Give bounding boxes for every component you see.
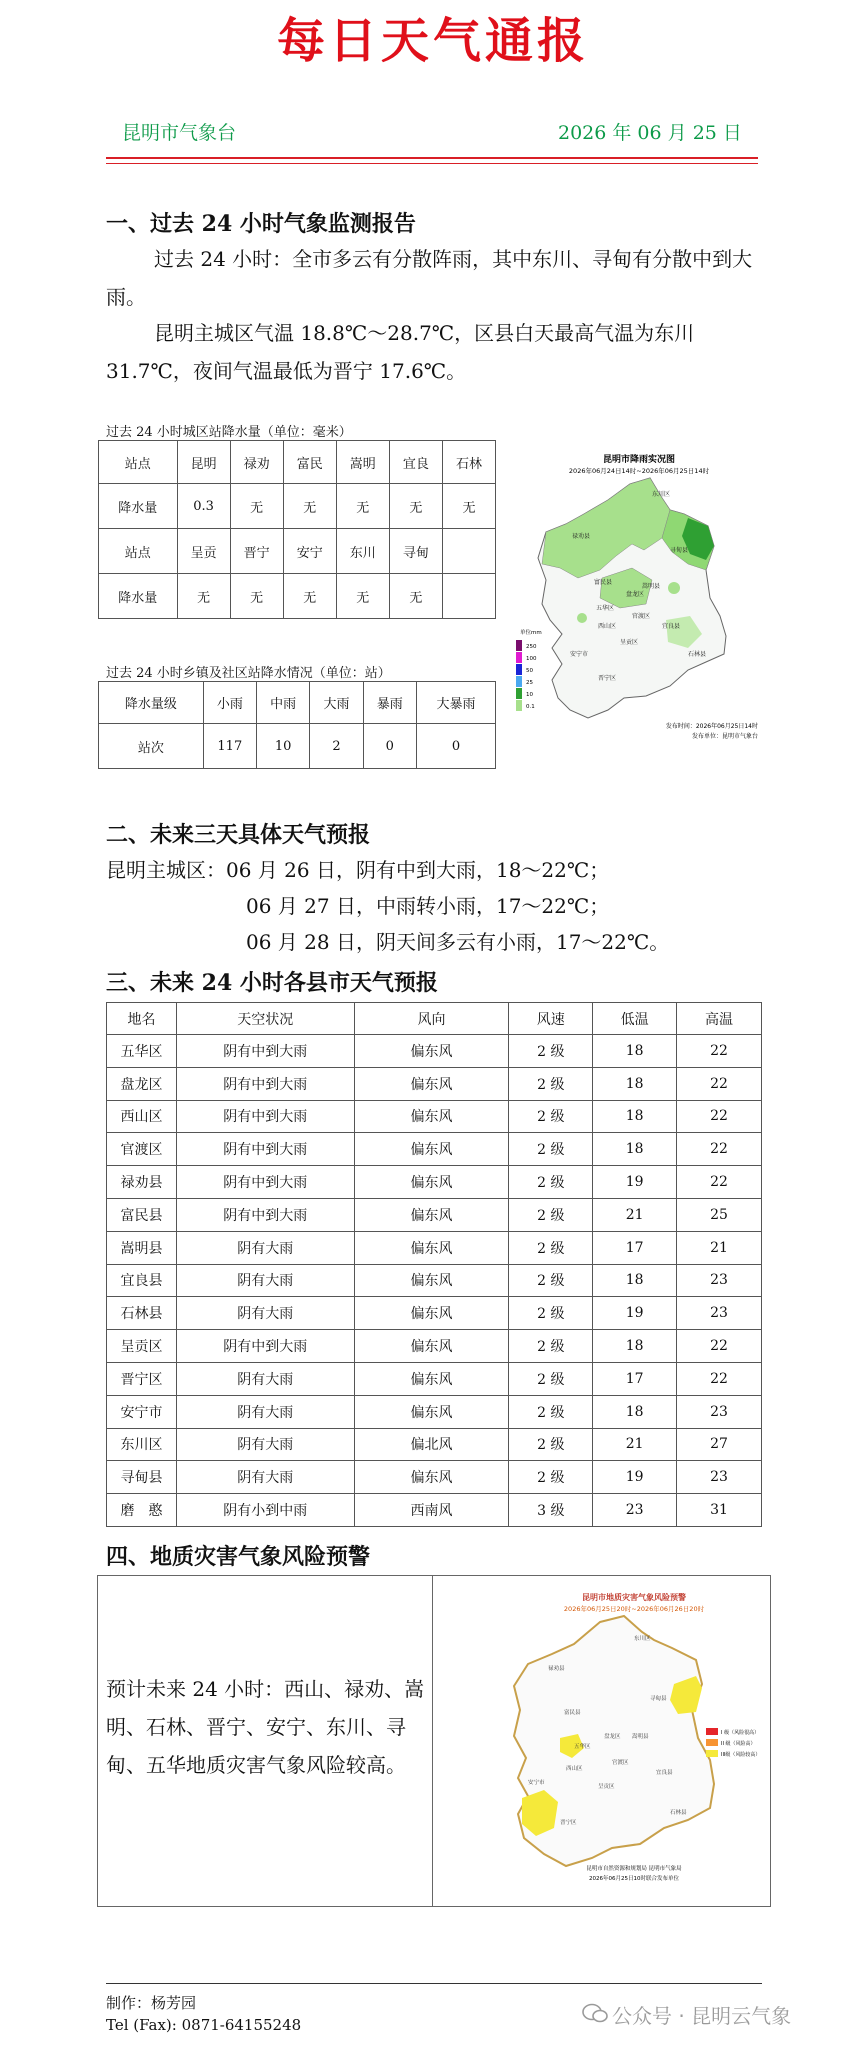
riskmap-legend-swatch: [706, 1728, 718, 1735]
table1-cell: 无: [283, 574, 336, 619]
riskmap-district-label: 晋宁区: [560, 1820, 577, 1826]
forecast-cell: 阴有大雨: [176, 1362, 354, 1395]
forecast-line-3: 06 月 28 日，阴天间多云有小雨，17～22℃。: [246, 930, 670, 954]
table1-cell: 无: [230, 574, 283, 619]
forecast-cell: 22: [677, 1330, 762, 1363]
rainmap-district-label: 晋宁区: [598, 675, 617, 682]
forecast-cell: 偏东风: [354, 1035, 509, 1068]
rainfall-map: [512, 448, 766, 748]
forecast-cell: 18: [593, 1264, 677, 1297]
forecast-cell: 阴有大雨: [176, 1264, 354, 1297]
forecast-cell: 阴有大雨: [176, 1297, 354, 1330]
rainmap-legend-label: 100: [526, 656, 537, 662]
forecast-cell: 偏东风: [354, 1100, 509, 1133]
riskmap-subtitle: 2026年06月25日20时~2026年06月26日20时: [563, 1605, 705, 1613]
footer-tel: Tel (Fax): 0871-64155248: [106, 2016, 302, 2034]
watermark-text: 公众号 · 昆明云气象: [612, 2004, 792, 2028]
rainmap-district-label: 五华区: [596, 605, 615, 612]
table1-cell: 石林: [442, 441, 495, 484]
forecast-cell: 偏东风: [354, 1133, 509, 1166]
riskmap-legend-swatch: [706, 1750, 718, 1757]
forecast-cell: 19: [593, 1297, 677, 1330]
forecast-cell: 17: [593, 1362, 677, 1395]
forecast-cell: 25: [677, 1198, 762, 1231]
forecast-cell: 18: [593, 1100, 677, 1133]
forecast-cell: 23: [677, 1297, 762, 1330]
rainmap-legend-label: 0.1: [526, 704, 535, 710]
forecast-cell: 盘龙区: [107, 1067, 177, 1100]
table-row: [107, 1035, 762, 1068]
table-row: [107, 1231, 762, 1264]
table1-caption: 过去 24 小时城区站降水量（单位：毫米）: [106, 425, 352, 440]
forecast-cell: 五华区: [107, 1035, 177, 1068]
forecast-cell: 22: [677, 1067, 762, 1100]
table1-row: [99, 574, 496, 619]
table1-cell: 呈贡: [177, 529, 230, 574]
table1-cell: [442, 529, 495, 574]
rainmap-district-label: 官渡区: [632, 613, 651, 620]
rainmap-district-label: 嵩明县: [642, 583, 661, 590]
table1-cell: 降水量: [99, 574, 178, 619]
rainmap-spot1: [668, 582, 680, 594]
rainmap-footer2: 发布单位：昆明市气象台: [691, 733, 758, 740]
forecast-cell: 阴有中到大雨: [176, 1166, 354, 1199]
forecast-cell: 阴有大雨: [176, 1395, 354, 1428]
riskmap-district-label: 五华区: [574, 1744, 591, 1750]
forecast-cell: 2 级: [509, 1428, 593, 1461]
forecast-cell: 22: [677, 1035, 762, 1068]
forecast-cell: 阴有中到大雨: [176, 1067, 354, 1100]
table1-cell: 无: [442, 484, 495, 529]
table1-cell: 无: [177, 574, 230, 619]
forecast-cell: 18: [593, 1330, 677, 1363]
forecast-cell: 31: [677, 1494, 762, 1527]
forecast-cell: 东川区: [107, 1428, 177, 1461]
rainmap-footer1: 发布时间：2026年06月25日14时: [665, 723, 758, 730]
riskmap-district-label: 盘龙区: [604, 1734, 621, 1740]
forecast-header-cell: 风速: [509, 1003, 593, 1035]
forecast-cell: 阴有中到大雨: [176, 1330, 354, 1363]
geo-hazard-text: 预计未来 24 小时：西山、禄劝、嵩明、石林、晋宁、安宁、东川、寻甸、五华地质灾害气象风险较高。: [106, 1677, 425, 1777]
rainmap-legend-swatch: [516, 640, 522, 651]
forecast-cell: 2 级: [509, 1461, 593, 1494]
table2-caption: 过去 24 小时乡镇及社区站降水情况（单位：站）: [106, 666, 391, 681]
forecast-cell: 阴有大雨: [176, 1461, 354, 1494]
rainmap-district-label: 安宁市: [570, 651, 589, 658]
rainmap-district-label: 西山区: [598, 623, 617, 630]
forecast-cell: 18: [593, 1067, 677, 1100]
table1-cell: 无: [336, 484, 389, 529]
footer-author: 制作：杨芳园: [106, 1994, 197, 2012]
section1-para1: 过去 24 小时：全市多云有分散阵雨，其中东川、寻甸有分散中到大雨。: [106, 247, 753, 309]
report-date: 2026 年 06 月 25 日: [558, 122, 742, 144]
forecast-cell: 偏东风: [354, 1362, 509, 1395]
rainmap-legend-swatch: [516, 664, 522, 675]
forecast-line-1: 昆明主城区：06 月 26 日，阴有中到大雨，18～22℃；: [106, 858, 610, 882]
rainmap-subtitle: 2026年06月24日14时~2026年06月25日14时: [568, 467, 710, 475]
table-row: [107, 1166, 762, 1199]
county-forecast-table: [106, 1002, 762, 1527]
table2-cell: 站次: [99, 724, 204, 769]
forecast-cell: 23: [677, 1395, 762, 1428]
forecast-cell: 19: [593, 1166, 677, 1199]
forecast-cell: 22: [677, 1100, 762, 1133]
station-rain-table: [98, 440, 496, 619]
forecast-cell: 2 级: [509, 1395, 593, 1428]
table-row: [107, 1494, 762, 1527]
forecast-cell: 2 级: [509, 1297, 593, 1330]
forecast-cell: 禄劝县: [107, 1166, 177, 1199]
forecast-cell: 偏东风: [354, 1297, 509, 1330]
forecast-cell: 宜良县: [107, 1264, 177, 1297]
table-row: [107, 1133, 762, 1166]
table1-cell: 无: [283, 484, 336, 529]
table-row: [107, 1264, 762, 1297]
riskmap-district-label: 禄劝县: [548, 1666, 565, 1672]
rainmap-district-label: 呈贡区: [620, 639, 639, 646]
riskmap-title: 昆明市地质灾害气象风险预警: [582, 1593, 686, 1602]
forecast-cell: 23: [593, 1494, 677, 1527]
riskmap-district-label: 官渡区: [612, 1760, 629, 1766]
table-row: [107, 1100, 762, 1133]
table1-row: [99, 529, 496, 574]
riskmap-district-label: 石林县: [670, 1810, 687, 1816]
rainmap-district-label: 东川区: [652, 491, 671, 498]
forecast-cell: 2 级: [509, 1100, 593, 1133]
riskmap-district-label: 宜良县: [656, 1770, 673, 1776]
forecast-cell: 2 级: [509, 1362, 593, 1395]
forecast-cell: 西南风: [354, 1494, 509, 1527]
forecast-cell: 21: [677, 1231, 762, 1264]
rainmap-legend-label: 10: [526, 692, 533, 698]
riskmap-legend-label: I 级（风险很高）: [721, 1730, 760, 1736]
forecast-cell: 19: [593, 1461, 677, 1494]
rainmap-district-label: 寻甸县: [670, 547, 689, 554]
forecast-cell: 阴有中到大雨: [176, 1035, 354, 1068]
rainmap-district-label: 盘龙区: [626, 591, 645, 598]
section1-heading: 一、过去 24 小时气象监测报告: [106, 211, 416, 237]
forecast-cell: 2 级: [509, 1231, 593, 1264]
forecast-cell: 18: [593, 1035, 677, 1068]
riskmap-legend-label: III级（风险较高）: [721, 1752, 761, 1758]
table1-cell: 0.3: [177, 484, 230, 529]
table1-cell: 禄劝: [230, 441, 283, 484]
forecast-header-cell: 低温: [593, 1003, 677, 1035]
forecast-cell: 阴有中到大雨: [176, 1133, 354, 1166]
table-row: [107, 1297, 762, 1330]
forecast-cell: 偏东风: [354, 1198, 509, 1231]
table1-cell: 无: [389, 484, 442, 529]
forecast-cell: 27: [677, 1428, 762, 1461]
footer-rule: [106, 1983, 762, 1984]
forecast-cell: 官渡区: [107, 1133, 177, 1166]
township-rain-table: [98, 681, 496, 769]
forecast-cell: 阴有中到大雨: [176, 1198, 354, 1231]
forecast-cell: 2 级: [509, 1330, 593, 1363]
rainmap-legend-label: 50: [526, 668, 533, 674]
forecast-cell: 偏东风: [354, 1166, 509, 1199]
forecast-cell: 18: [593, 1133, 677, 1166]
riskmap-district-label: 东川区: [634, 1636, 651, 1642]
forecast-cell: 晋宁区: [107, 1362, 177, 1395]
table2-cell: 117: [203, 724, 256, 769]
table1-cell: 无: [389, 574, 442, 619]
table1-row: [99, 484, 496, 529]
riskmap-district-label: 寻甸县: [650, 1696, 667, 1702]
riskmap-footer1: 昆明市自然资源和规划局 昆明市气象局: [586, 1866, 682, 1872]
section2-heading: 二、未来三天具体天气预报: [106, 822, 371, 848]
table2-header-cell: 降水量级: [99, 682, 204, 724]
table2-cell: 0: [363, 724, 416, 769]
forecast-cell: 偏东风: [354, 1231, 509, 1264]
table2-header-cell: 小雨: [203, 682, 256, 724]
forecast-cell: 寻甸县: [107, 1461, 177, 1494]
forecast-line-2: 06 月 27 日，中雨转小雨，17～22℃；: [246, 894, 610, 918]
forecast-cell: 偏东风: [354, 1395, 509, 1428]
forecast-cell: 阴有小到中雨: [176, 1494, 354, 1527]
forecast-cell: 2 级: [509, 1166, 593, 1199]
riskmap-district-label: 安宁市: [528, 1780, 545, 1786]
table1-cell: 站点: [99, 529, 178, 574]
forecast-cell: 阴有中到大雨: [176, 1100, 354, 1133]
riskmap-legend-label: II 级（风险高）: [721, 1741, 756, 1747]
forecast-cell: 2 级: [509, 1067, 593, 1100]
forecast-cell: 富民县: [107, 1198, 177, 1231]
table1-cell: 寻甸: [389, 529, 442, 574]
riskmap-legend-swatch: [706, 1739, 718, 1746]
rainmap-district-label: 石林县: [688, 651, 707, 658]
forecast-cell: 21: [593, 1198, 677, 1231]
rainmap-title: 昆明市降雨实况图: [602, 455, 676, 465]
forecast-cell: 偏北风: [354, 1428, 509, 1461]
rainmap-legend-swatch: [516, 688, 522, 699]
table1-cell: 晋宁: [230, 529, 283, 574]
section3-heading: 三、未来 24 小时各县市天气预报: [106, 970, 438, 996]
table-row: [107, 1461, 762, 1494]
forecast-cell: 17: [593, 1231, 677, 1264]
riskmap-district-label: 富民县: [564, 1710, 581, 1716]
forecast-cell: 2 级: [509, 1133, 593, 1166]
forecast-cell: 偏东风: [354, 1330, 509, 1363]
table1-cell: 东川: [336, 529, 389, 574]
riskmap-district-label: 呈贡区: [598, 1784, 615, 1790]
table-row: [107, 1428, 762, 1461]
forecast-cell: 偏东风: [354, 1067, 509, 1100]
forecast-cell: 2 级: [509, 1035, 593, 1068]
geo-hazard-divider: [432, 1575, 433, 1907]
header-rule-thick: [106, 157, 758, 159]
forecast-table-header: [107, 1003, 762, 1035]
table-row: [107, 1067, 762, 1100]
rainmap-legend-title: 单位mm: [520, 630, 542, 636]
section1-para2: 昆明主城区气温 18.8℃～28.7℃，区县白天最高气温为东川 31.7℃，夜间气温最低为晋宁 17.6℃。: [106, 321, 695, 383]
riskmap-footer2: 2026年06月25日10时联合发布单位: [589, 1876, 679, 1882]
table-row: [107, 1362, 762, 1395]
table2-header-cell: 中雨: [256, 682, 309, 724]
forecast-cell: 阴有大雨: [176, 1428, 354, 1461]
forecast-cell: 安宁市: [107, 1395, 177, 1428]
table2-header-cell: 大雨: [310, 682, 363, 724]
table2-header-cell: 暴雨: [363, 682, 416, 724]
riskmap-district-label: 西山区: [566, 1766, 583, 1772]
forecast-cell: 23: [677, 1461, 762, 1494]
wechat-icon: [582, 2003, 608, 2023]
section4-heading: 四、地质灾害气象风险预警: [106, 1544, 371, 1570]
report-title: 每日天气通报: [276, 13, 589, 69]
table1-cell: 站点: [99, 441, 178, 484]
forecast-cell: 23: [677, 1264, 762, 1297]
issuer-name: 昆明市气象台: [122, 122, 237, 144]
rainmap-district-label: 富民县: [594, 579, 613, 586]
table2-cell: 0: [416, 724, 495, 769]
rainmap-legend-label: 25: [526, 680, 533, 686]
table-row: [107, 1395, 762, 1428]
table1-cell: 富民: [283, 441, 336, 484]
forecast-cell: 阴有大雨: [176, 1231, 354, 1264]
table-row: [107, 1198, 762, 1231]
forecast-cell: 石林县: [107, 1297, 177, 1330]
rainmap-legend-swatch: [516, 676, 522, 687]
forecast-cell: 2 级: [509, 1264, 593, 1297]
forecast-cell: 3 级: [509, 1494, 593, 1527]
table-row: [107, 1330, 762, 1363]
table1-cell: 降水量: [99, 484, 178, 529]
forecast-cell: 呈贡区: [107, 1330, 177, 1363]
header-rule-thin: [106, 163, 758, 164]
forecast-header-cell: 天空状况: [176, 1003, 354, 1035]
rainmap-district-label: 宜良县: [662, 623, 681, 630]
rainmap-district-label: 禄劝县: [572, 533, 591, 540]
table1-cell: [442, 574, 495, 619]
forecast-cell: 西山区: [107, 1100, 177, 1133]
rainmap-spot2: [577, 613, 587, 623]
forecast-cell: 22: [677, 1166, 762, 1199]
table1-row: [99, 441, 496, 484]
forecast-header-cell: 风向: [354, 1003, 509, 1035]
table2-cell: 2: [310, 724, 363, 769]
table1-cell: 嵩明: [336, 441, 389, 484]
forecast-cell: 磨 憨: [107, 1494, 177, 1527]
table1-cell: 安宁: [283, 529, 336, 574]
forecast-header-cell: 地名: [107, 1003, 177, 1035]
table2-header-cell: 大暴雨: [416, 682, 495, 724]
rainmap-legend-label: 250: [526, 644, 537, 650]
table1-cell: 无: [230, 484, 283, 529]
table1-cell: 宜良: [389, 441, 442, 484]
forecast-cell: 22: [677, 1133, 762, 1166]
geo-risk-map: [500, 1588, 764, 1888]
forecast-cell: 22: [677, 1362, 762, 1395]
table2-cell: 10: [256, 724, 309, 769]
rainmap-legend-swatch: [516, 700, 522, 711]
forecast-cell: 2 级: [509, 1198, 593, 1231]
table1-cell: 无: [336, 574, 389, 619]
table1-cell: 昆明: [177, 441, 230, 484]
forecast-header-cell: 高温: [677, 1003, 762, 1035]
riskmap-district-label: 嵩明县: [632, 1734, 649, 1740]
forecast-cell: 偏东风: [354, 1461, 509, 1494]
forecast-cell: 18: [593, 1395, 677, 1428]
forecast-cell: 21: [593, 1428, 677, 1461]
rainmap-legend-swatch: [516, 652, 522, 663]
forecast-cell: 嵩明县: [107, 1231, 177, 1264]
forecast-cell: 偏东风: [354, 1264, 509, 1297]
